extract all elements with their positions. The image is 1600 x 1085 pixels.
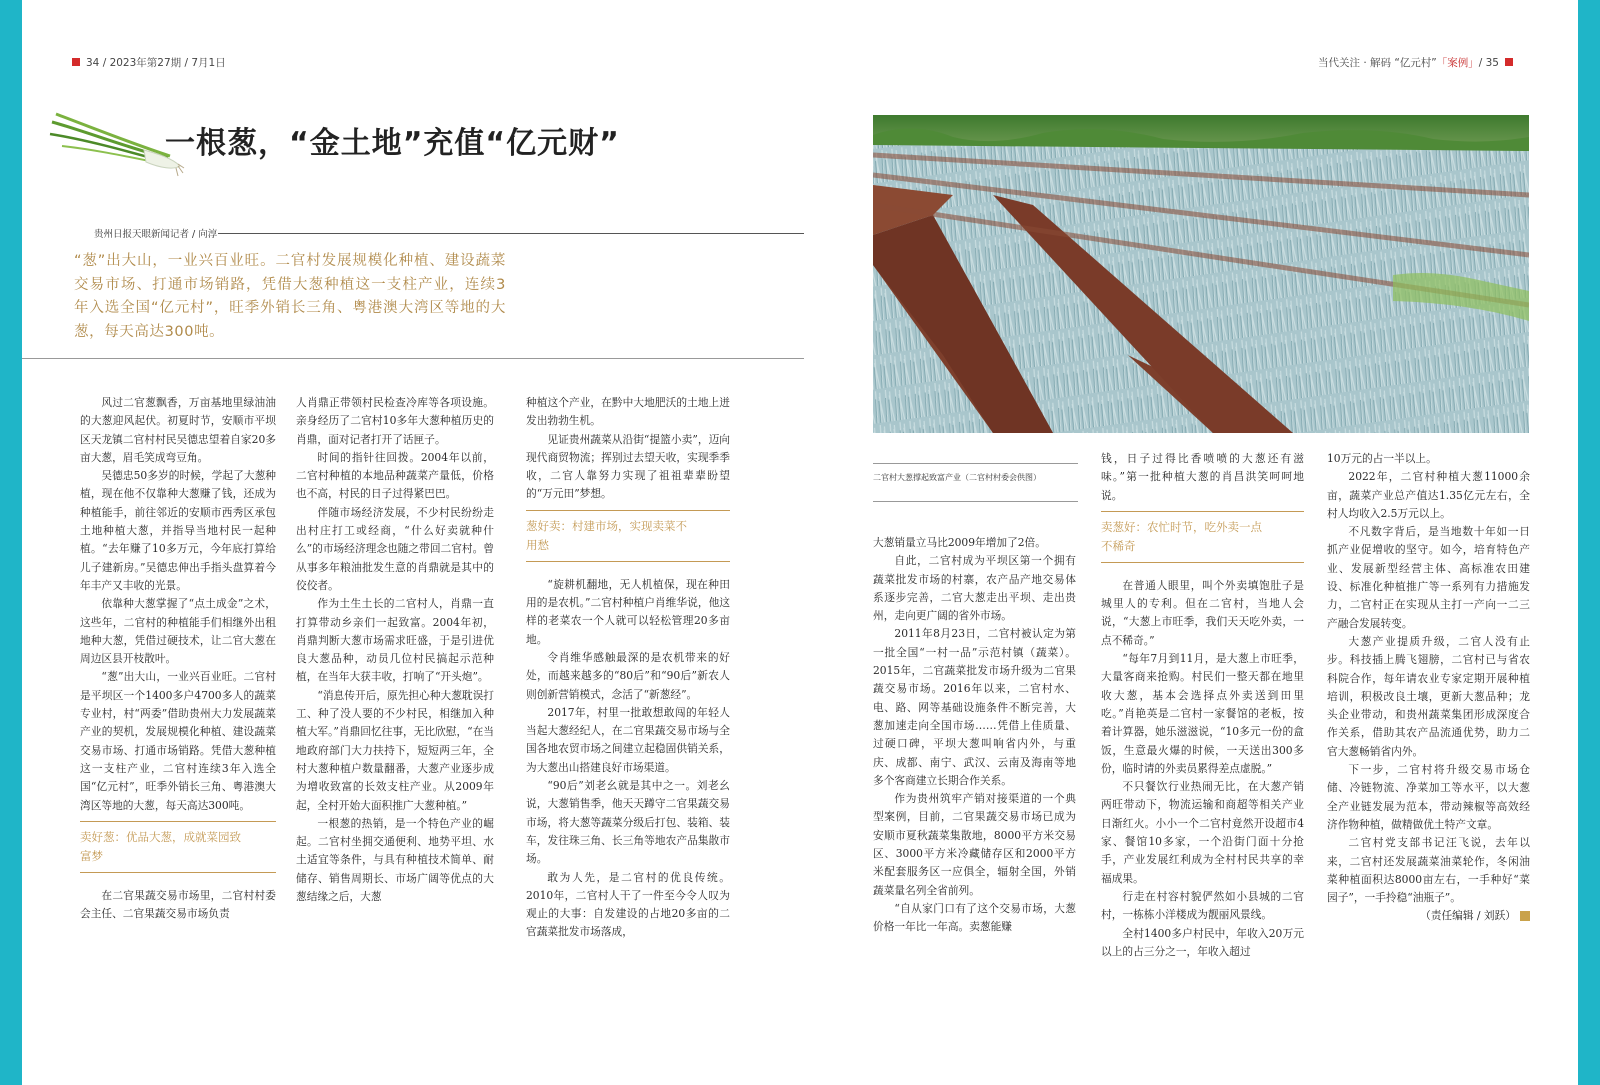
section-name: 当代关注 · 解码 “亿元村”	[1318, 57, 1437, 69]
body-column-2	[296, 394, 494, 906]
end-mark-icon	[1520, 911, 1530, 921]
paragraph: 钱，日子过得比香喷喷的大葱还有滋味。”第一批种植大葱的肖昌洪笑呵呵地说。	[1101, 452, 1304, 502]
paragraph: 在普通人眼里，叫个外卖填饱肚子是城里人的专利。但在二官村，当地人会说，“大葱上市旺季，我们天天吃外卖，一点不稀奇。”	[1101, 578, 1304, 647]
paragraph: 依靠种大葱掌握了“点土成金”之术，这些年，二官村的种植能手们相继外出租地种大葱，凭借过硬技术，让二官大葱在周边区县开枝散叶。	[80, 597, 276, 666]
paragraph: 一根葱的热销，是一个特色产业的崛起。二官村坐拥交通便利、地势平坦、水土适宜等条件，与具有种植技术简单、耐储存、销售周期长、市场广阔等优点的大葱结缘之后，大葱	[296, 816, 494, 904]
paragraph: 见证贵州蔬菜从沿街“提篮小卖”，迈向现代商贸物流；挥别过去望天收，实现季季收，二官人靠努力实现了祖祖辈辈盼望的“万元田”梦想。	[526, 432, 730, 501]
left-page-folio	[72, 55, 226, 70]
paragraph: 风过二官葱飘香，万亩基地里绿油油的大葱迎风起伏。初夏时节，安顺市平坝区天龙镇二官村村民吴德忠望着自家20多亩大葱，眉毛笑成弯豆角。	[80, 396, 276, 464]
paragraph: “每年7月到11月，是大葱上市旺季，大量客商来抢购。村民们一整天都在地里收大葱，基本会选择点外卖送到田里吃。”肖艳英是二官村一家餐馆的老板，按着计算器，她乐滋滋说，“10多元一份的盒饭，生意最火爆的时候，一天送出300多份，临时请的外卖员累得差点虚脱。”	[1101, 652, 1304, 775]
paragraph: 2011年8月23日，二官村被认定为第一批全国“一村一品”示范村镇（蔬菜）。2015年，二官蔬菜批发市场升级为二官果蔬交易市场。2016年以来，二官村水、电、路、网等基础设施条件不断完善，大葱加速走向全国市场……凭借上佳质量、过硬口碑，平坝大葱叫响省内外，与重庆、成都、南宁、武汉、云南及海南等地多个客商建立长期合作关系。	[873, 627, 1076, 787]
paragraph: 作为贵州筑牢产销对接渠道的一个典型案例，目前，二官果蔬交易市场已成为安顺市夏秋蔬菜集散地，8000平方米交易区、3000平方米冷藏储存区和2000平方米配套服务区一应俱全，辐射全国，外销蔬菜量名列全省前列。	[873, 792, 1076, 897]
paragraph: “90后”刘老幺就是其中之一。刘老幺说，大葱销售季，他天天蹲守二官果蔬交易市场，将大葱等蔬菜分级后打包、装箱、装车，发往珠三角、长三角等地农产品集散市场。	[526, 779, 730, 866]
byline-rule	[218, 233, 804, 234]
folio-marker-icon	[1505, 58, 1513, 66]
paragraph: 敢为人先，是二官村的优良传统。2010年，二官村人干了一件至今令人叹为观止的大事：自发建设的占地20多亩的二官蔬菜批发市场落成，	[526, 870, 730, 939]
paragraph: 人肖鼎正带领村民检查冷库等各项设施。亲身经历了二官村10多年大葱种植历史的肖鼎，面对记者打开了话匣子。	[296, 396, 494, 446]
paragraph: “消息传开后，原先担心种大葱耽误打工、种了没人要的不少村民，相继加入种植大军。”肖鼎回忆往事，无比欣慰，“在当地政府部门大力扶持下，短短两三年，全村大葱种植户数量翻番，大葱产业逐步成为增收致富的长效支柱产业。从2009年起，全村开始大面积推广大葱种植。”	[296, 688, 494, 812]
paragraph: 时间的指针往回拨。2004年以前，二官村种植的本地品种蔬菜产量低，价格也不高，村民的日子过得紧巴巴。	[296, 450, 494, 501]
paragraph: “旋耕机翻地，无人机植保，现在种田用的是农机。”二官村种植户肖维华说，他这样的老菜农一个人就可以轻松管理20多亩地。	[526, 577, 730, 646]
scallion-field-photo	[873, 115, 1529, 433]
subheading	[526, 510, 730, 562]
paragraph: 行走在村容村貌俨然如小县城的二官村，一栋栋小洋楼成为靓丽风景线。	[1101, 889, 1304, 922]
paragraph: 10万元的占一半以上。	[1327, 452, 1437, 465]
paragraph: 2017年，村里一批敢想敢闯的年轻人当起大葱经纪人，在二官果蔬交易市场与全国各地农贸市场之间建立起稳固供销关系，为大葱出山搭建良好市场渠道。	[526, 705, 730, 774]
folio-marker-icon	[72, 58, 80, 66]
subheading-line: 卖葱好：农忙时节，吃外卖一点	[1101, 519, 1262, 534]
paragraph: 令肖维华感触最深的是农机带来的好处，而越来越多的“80后”和“90后”新农人则创新营销模式，念活了“新葱经”。	[526, 650, 730, 701]
paragraph: 自此，二官村成为平坝区第一个拥有蔬菜批发市场的村寨，农产品产地交易体系逐步完善，二官大葱走出平坝、走出贵州，走向更广阔的省外市场。	[873, 554, 1076, 623]
paragraph: 在二官果蔬交易市场里，二官村村委会主任、二官果蔬交易市场负责	[80, 888, 276, 921]
photo-caption: 二官村大葱撑起致富产业（二官村村委会供图）	[873, 463, 1078, 502]
paragraph: 大葱产业提质升级，二官人没有止步。科技插上腾飞翅膀，二官村已与省农科院合作，每年请农业专家定期开展种植培训，积极改良土壤，更新大葱品种；龙头企业带动，和贵州蔬菜集团形成深度合作关系，借助其农产品流通优势，助力二官大葱畅销省内外。	[1327, 634, 1530, 758]
section-tag: 「案例」	[1436, 57, 1479, 69]
folio-text: 34 / 2023年第27期 / 7月1日	[86, 57, 226, 69]
paragraph: 大葱销量立马比2009年增加了2倍。	[873, 536, 1046, 549]
byline: 贵州日报天眼新闻记者 / 向淳	[94, 229, 218, 240]
article-title: 一根葱，“金土地”充值“亿元财”	[165, 126, 620, 161]
left-cyan-edge-bar	[0, 0, 22, 1085]
body-column-4	[873, 534, 1076, 937]
right-cyan-edge-bar	[1578, 0, 1600, 1085]
body-column-3	[526, 394, 730, 942]
lead-paragraph: “葱”出大山，一业兴百业旺。二官村发展规模化种植、建设蔬菜交易市场、打通市场销路，凭借大葱种植这一支柱产业，连续3年入选全国“亿元村”，旺季外销长三角、粤港澳大湾区等地的大葱，每天高达300吨。	[74, 253, 506, 340]
paragraph: 种植这个产业，在黔中大地肥沃的土地上迸发出勃勃生机。	[526, 396, 730, 428]
subheading-line: 富梦	[80, 848, 103, 863]
right-page-folio	[1318, 55, 1519, 70]
subheading	[80, 821, 276, 873]
paragraph: 不凡数字背后，是当地数十年如一日抓产业促增收的坚守。如今，培育特色产业、发展新型经营主体、高标准农田建设、标准化种植推广等一系列有力措施发力，二官村正在实现从主打一产向一二三产融合发展转变。	[1327, 525, 1530, 630]
body-column-1	[80, 394, 276, 923]
editor-credit: （责任编辑 / 刘跃）	[1420, 909, 1516, 923]
body-column-6	[1327, 450, 1530, 926]
paragraph: 吴德忠50多岁的时候，学起了大葱种植，现在他不仅靠种大葱赚了钱，还成为种植能手，前往邻近的安顺市西秀区承包土地种植大葱，并指导当地村民一起种植。“去年赚了10多万元，今年底打算给儿子建新房。”吴德忠伸出手指头盘算着今年丰产又丰收的光景。	[80, 469, 276, 592]
editor-signoff	[1327, 907, 1530, 925]
subheading	[1101, 511, 1304, 563]
subheading-line: 葱好卖：村建市场，实现卖菜不	[526, 518, 687, 533]
subheading-line: 卖好葱：优品大葱，成就菜园致	[80, 829, 241, 844]
paragraph: 2022年，二官村种植大葱11000余亩，蔬菜产业总产值达1.35亿元左右，全村人均收入2.5万元以上。	[1327, 470, 1530, 520]
paragraph: 作为土生土长的二官村人，肖鼎一直打算带动乡亲们一起致富。2004年初，肖鼎判断大葱市场需求旺盛，于是引进优良大葱品种，动员几位村民搞起示范种植，在当年大获丰收，打响了“开头炮”。	[296, 597, 494, 684]
paragraph: “葱”出大山，一业兴百业旺。二官村是平坝区一个1400多户4700多人的蔬菜专业村，村“两委”借助贵州大力发展蔬菜产业的契机，发展规模化种植、建设蔬菜交易市场、打通市场销路。凭借大葱种植这一支柱产业，二官村连续3年入选全国“亿元村”，旺季外销长三角、粤港澳大湾区等地的大葱，每天高达300吨。	[80, 670, 276, 812]
paragraph: 伴随市场经济发展，不少村民纷纷走出村庄打工或经商，“什么好卖就种什么”的市场经济理念也随之带回二官村。曾从事多年粮油批发生意的肖鼎就是其中的佼佼者。	[296, 505, 494, 592]
paragraph: 二官村党支部书记汪飞说，去年以来，二官村还发展蔬菜油菜轮作，冬闲油菜种植面积达8000亩左右，一手种好“菜园子”，一手拎稳“油瓶子”。	[1327, 836, 1530, 905]
body-column-5	[1101, 450, 1304, 961]
paragraph: 全村1400多户村民中，年收入20万元以上的占三分之一，年收入超过	[1101, 926, 1304, 958]
paragraph: 下一步，二官村将升级交易市场仓储、冷链物流、净菜加工等水平，以大葱全产业链发展为范本，带动辣椒等高效经济作物种植，做精做优土特产文章。	[1327, 763, 1530, 831]
subheading-line: 不稀奇	[1101, 538, 1136, 553]
lead-bottom-rule	[22, 358, 804, 359]
page-number: / 35	[1478, 57, 1499, 69]
subheading-line: 用愁	[526, 537, 549, 552]
paragraph: 不只餐饮行业热闹无比，在大葱产销两旺带动下，物流运输和商超等相关产业日渐红火。小小一个二官村竟然开设超市4家、餐馆10多家，一个沿街门面十分抢手，产业发展红利成为全村村民共享的幸福成果。	[1101, 780, 1304, 885]
paragraph: “自从家门口有了这个交易市场，大葱价格一年比一年高。卖葱能赚	[873, 901, 1076, 934]
